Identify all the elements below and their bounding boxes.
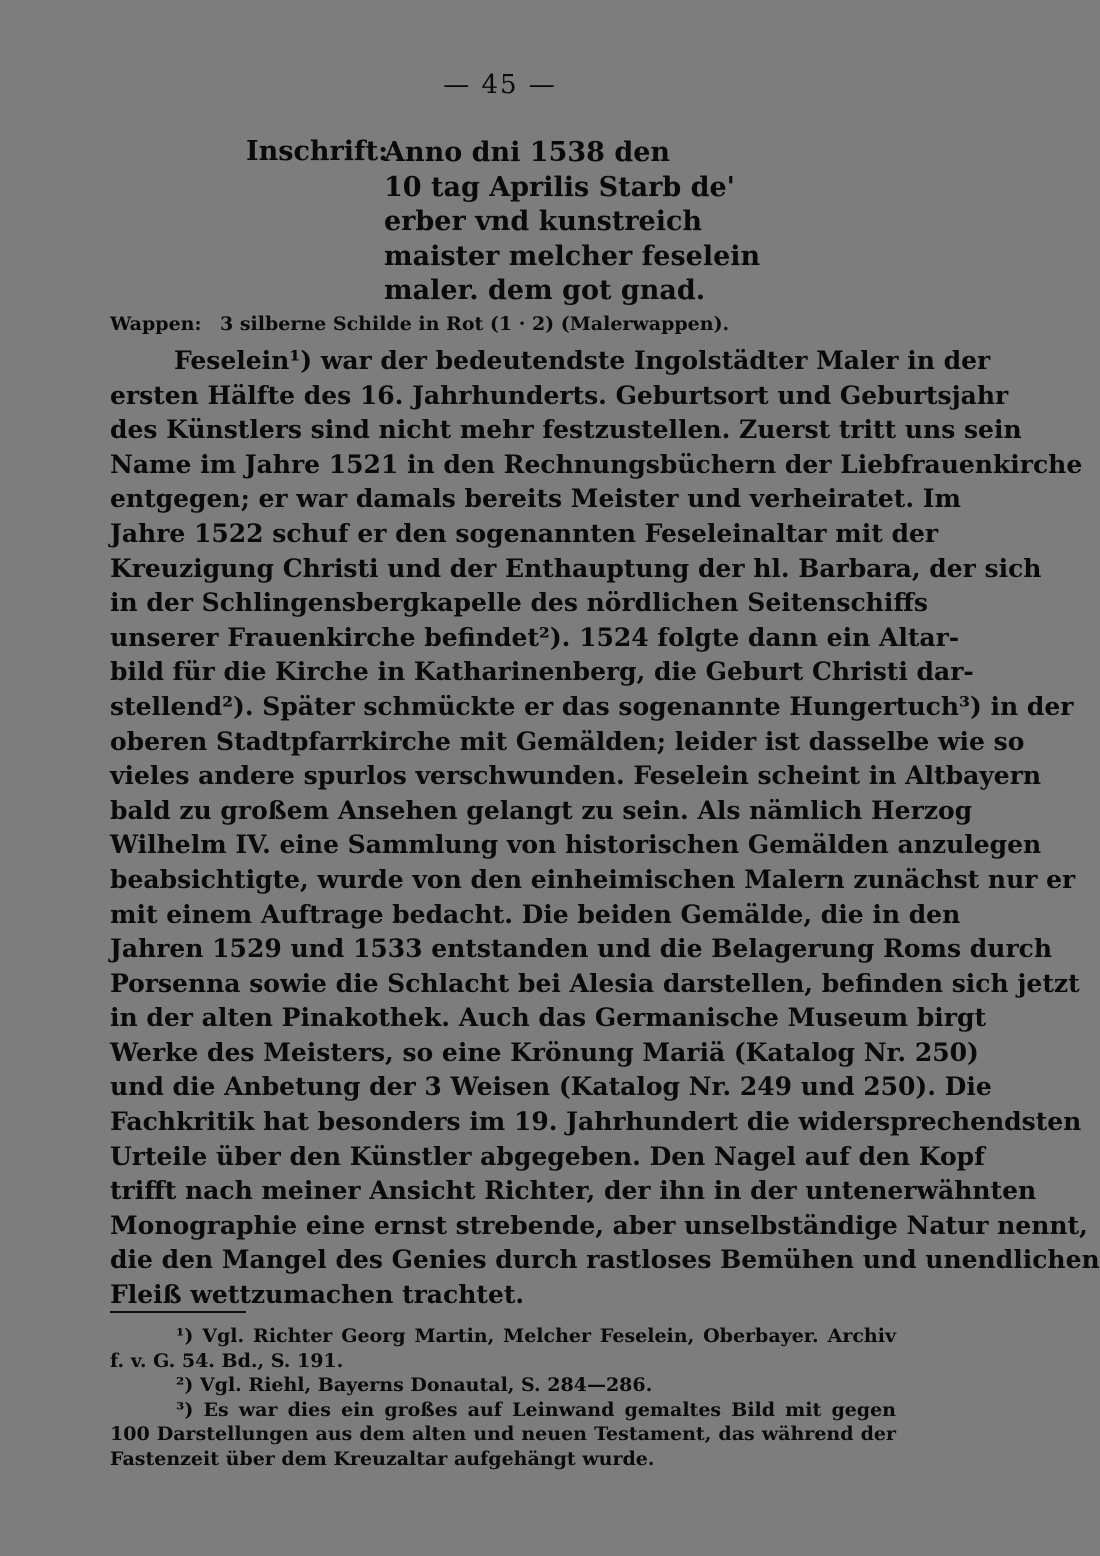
inscription-line: Anno dni 1538 den <box>384 137 671 168</box>
body-line: unserer Frauenkirche befindet²). 1524 folgte dann ein Altar- <box>110 622 960 652</box>
body-line: Wilhelm IV. eine Sammlung von historischen Gemälden anzulegen <box>110 830 1042 860</box>
body-line: entgegen; er war damals bereits Meister und verheiratet. Im <box>110 484 961 514</box>
body-paragraph <box>110 344 1100 1313</box>
body-line: beabsichtigte, wurde von den einheimischen Malern zunächst nur er <box>110 864 1076 894</box>
inscription-line: 10 tag Aprilis Starb de' <box>384 171 735 203</box>
wappen-label: Wappen: <box>110 313 202 335</box>
page-number: — 45 — <box>443 70 557 100</box>
body-line: in der Schlingensbergkapelle des nördlichen Seitenschiffs <box>110 588 928 618</box>
footnotes <box>110 1324 896 1471</box>
body-line: trifft nach meiner Ansicht Richter, der ihn in der untenerwähnten <box>110 1176 1037 1206</box>
body-line: vieles andere spurlos verschwunden. Feselein scheint in Altbayern <box>110 761 1042 791</box>
body-line: Werke des Meisters, so eine Krönung Mariä (Katalog Nr. 250) <box>110 1037 979 1067</box>
body-line: Fachkritik hat besonders im 19. Jahrhundert die widersprechendsten <box>110 1107 1082 1137</box>
footnote-line: Fastenzeit über dem Kreuzaltar aufgehängt wurde. <box>110 1447 655 1470</box>
body-line: ersten Hälfte des 16. Jahrhunderts. Geburtsort und Geburtsjahr <box>110 380 1009 410</box>
footnote-line: ¹) Vgl. Richter Georg Martin, Melcher Feselein, Oberbayer. Archiv <box>176 1325 896 1347</box>
inscription-label: Inschrift: <box>246 136 389 167</box>
body-line: mit einem Auftrage bedacht. Die beiden Gemälde, die in den <box>110 899 961 929</box>
inscription-line: erber vnd kunstreich <box>384 206 703 237</box>
body-line: bald zu großem Ansehen gelangt zu sein. Als nämlich Herzog <box>110 795 973 825</box>
body-line: die den Mangel des Genies durch rastloses Bemühen und unendlichen <box>110 1245 1100 1275</box>
body-line: oberen Stadtpfarrkirche mit Gemälden; leider ist dasselbe wie so <box>110 726 1025 756</box>
body-line: des Künstlers sind nicht mehr festzustellen. Zuerst tritt uns sein <box>110 415 1022 445</box>
inscription-line: maister melcher feselein <box>384 240 761 272</box>
footnote-line: ³) Es war dies ein großes auf Leinwand gemaltes Bild mit gegen <box>176 1398 896 1421</box>
footnote-divider <box>110 1311 246 1313</box>
coat-of-arms-line <box>110 313 729 335</box>
body-line: in der alten Pinakothek. Auch das Germanische Museum birgt <box>110 1003 987 1033</box>
body-line: Jahre 1522 schuf er den sogenannten Feseleinaltar mit der <box>110 518 939 548</box>
body-line: Urteile über den Künstler abgegeben. Den Nagel auf den Kopf <box>110 1141 985 1171</box>
inscription-line: maler. dem got gnad. <box>384 275 706 306</box>
body-line: Kreuzigung Christi und der Enthauptung der hl. Barbara, der sich <box>110 553 1042 583</box>
body-line: stellend²). Später schmückte er das sogenannte Hungertuch³) in der <box>110 691 1074 721</box>
body-line: Porsenna sowie die Schlacht bei Alesia darstellen, befinden sich jetzt <box>110 968 1080 998</box>
wappen-text: 3 silberne Schilde in Rot (1 · 2) (Malerwappen). <box>220 313 730 335</box>
inscription-text <box>384 136 760 309</box>
footnote-line: ²) Vgl. Riehl, Bayerns Donautal, S. 284—286. <box>176 1374 653 1396</box>
body-line: Monographie eine ernst strebende, aber unselbständige Natur nennt, <box>110 1210 1088 1240</box>
body-line: Jahren 1529 und 1533 entstanden und die Belagerung Roms durch <box>110 934 1053 964</box>
body-line: Fleiß wettzumachen trachtet. <box>110 1280 525 1310</box>
footnote-line: 100 Darstellungen aus dem alten und neuen Testament, das während der <box>110 1423 896 1445</box>
body-line: Feselein¹) war der bedeutendste Ingolstädter Maler in der <box>174 346 991 375</box>
body-line: Name im Jahre 1521 in den Rechnungsbüchern der Liebfrauenkirche <box>110 449 1083 479</box>
body-line: und die Anbetung der 3 Weisen (Katalog Nr. 249 und 250). Die <box>110 1072 992 1102</box>
footnote-line: f. v. G. 54. Bd., S. 191. <box>110 1349 344 1372</box>
body-line: bild für die Kirche in Katharinenberg, die Geburt Christi dar- <box>110 657 974 687</box>
